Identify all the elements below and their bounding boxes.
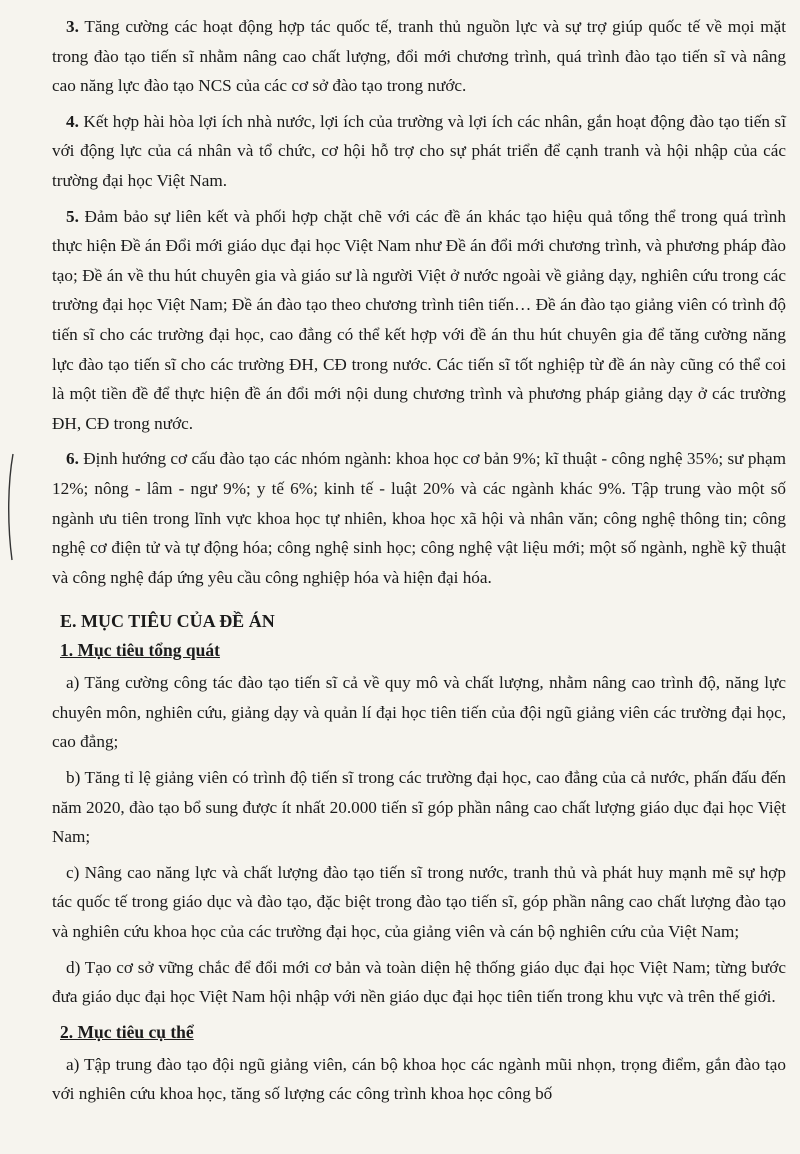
item-3 [52,12,786,101]
general-objective-c: c) Nâng cao năng lực và chất lượng đào tạo tiến sĩ trong nước, tranh thủ và phát huy mạnh mẽ sự hợp tác quốc tế trong giáo dục và đào tạo, đặc biệt trong đào tạo tiến sĩ, góp phần nâng cao chất lượng đào tạo và nghiên cứu khoa học của các trường đại học, của giảng viên và cán bộ nghiên cứu của Việt Nam; [52,862,786,942]
item-5 [52,202,786,439]
item-6-text: Định hướng cơ cấu đào tạo các nhóm ngành: khoa học cơ bản 9%; kĩ thuật - công nghệ 35%; sư phạm 12%; nông - lâm - ngư 9%; y tế 6%; kinh tế - luật 20% và các ngành khác 9%. Tập trung vào một số ngành ưu tiên trong lĩnh vực khoa học tự nhiên, khoa học xã hội và nhân văn; công nghệ thông tin; công nghệ cơ điện tử và tự động hóa; công nghệ sinh học; công nghệ vật liệu mới; một số ngành, nghề kỹ thuật và công nghệ đáp ứng yêu cầu công nghiệp hóa và hiện đại hóa. [52,449,786,587]
item-4-text: Kết hợp hài hòa lợi ích nhà nước, lợi ích của trường và lợi ích các nhân, gắn hoạt động đào tạo tiến sĩ với động lực của cá nhân và tổ chức, cơ hội hỗ trợ cho sự phát triển để cạnh tranh và hội nhập của các trường đại học Việt Nam. [52,111,786,190]
general-objectives-heading: 1. Mục tiêu tổng quát [60,640,220,661]
item-4-number: 4. [66,111,79,131]
general-objective-d: d) Tạo cơ sở vững chắc để đổi mới cơ bản và toàn diện hệ thống giáo dục đại học Việt Nam; từng bước đưa giáo dục đại học Việt Nam hội nhập với nền giáo dục đại học tiên tiến trong khu vực và trên thế giới. [52,957,786,1007]
item-6-number: 6. [66,449,79,469]
specific-objectives-heading: 2. Mục tiêu cụ thể [60,1021,194,1042]
section-heading: E. MỤC TIÊU CỦA ĐỀ ÁN [60,611,275,632]
handwritten-margin-mark [4,452,18,562]
specific-objective-a: a) Tập trung đào tạo đội ngũ giảng viên, cán bộ khoa học các ngành mũi nhọn, trọng điểm, gắn đào tạo với nghiên cứu khoa học, tăng số lượng các công trình khoa học công bố [52,1054,786,1104]
item-5-text: Đảm bảo sự liên kết và phối hợp chặt chẽ với các đề án khác tạo hiệu quả tổng thể trong quá trình thực hiện Đề án Đổi mới giáo dục đại học Việt Nam như Đề án đổi mới chương trình, và phương pháp đào tạo; Đề án về thu hút chuyên gia và giáo sư là người Việt ở nước ngoài về giảng dạy, nghiên cứu trong các trường đại học Việt Nam; Đề án đào tạo theo chương trình tiên tiến… Đề án đào tạo giảng viên có trình độ tiến sĩ cho các trường đại học, cao đẳng có thể kết hợp với đề án thu hút chuyên gia để tăng cường năng lực đào tạo tiến sĩ cho các trường ĐH, CĐ trong nước. Các tiến sĩ tốt nghiệp từ đề án này cũng có thể coi là một tiền đề để thực hiện đề án đổi mới nội dung chương trình và phương pháp giảng dạy ở các trường ĐH, CĐ trong nước. [52,206,786,433]
item-6 [52,444,786,592]
general-objective-a: a) Tăng cường công tác đào tạo tiến sĩ cả về quy mô và chất lượng, nhằm nâng cao trình độ, năng lực chuyên môn, nghiên cứu, giảng dạy và quản lí đại học tiên tiến của đội ngũ giảng viên các trường đại học, cao đẳng; [52,673,786,752]
item-3-text: Tăng cường các hoạt động hợp tác quốc tế, tranh thủ nguồn lực và sự trợ giúp quốc tế về mọi mặt trong đào tạo tiến sĩ nhằm nâng cao chất lượng, đổi mới chương trình, quá trình đào tạo tiến sĩ và nâng cao năng lực đào tạo NCS của các cơ sở đào tạo trong nước. [52,17,786,96]
item-4 [52,107,786,196]
item-3-number: 3. [66,17,79,36]
general-objective-b: b) Tăng tỉ lệ giảng viên có trình độ tiến sĩ trong các trường đại học, cao đẳng của cả nước, phấn đấu đến năm 2020, đào tạo bổ sung được ít nhất 20.000 tiến sĩ góp phần nâng cao chất lượng giáo dục đại học Việt Nam; [52,768,786,847]
item-5-number: 5. [66,206,79,226]
